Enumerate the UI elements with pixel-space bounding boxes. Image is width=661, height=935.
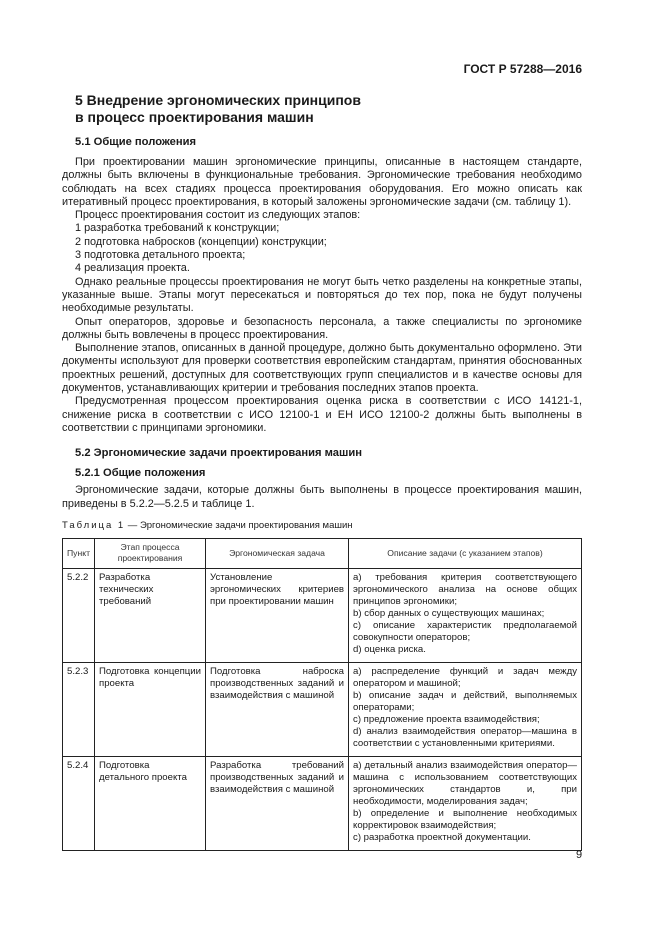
- desc-item: c) описание характеристик предполагаемой совокупности операторов;: [353, 620, 577, 644]
- paragraph: Процесс проектирования состоит из следующих этапов:: [75, 209, 361, 222]
- desc-item: a) требования критерия соответствующего эргономического анализа на основе общих принципов эргономики;: [353, 572, 577, 608]
- section-5-2-1-title: 5.2.1 Общие положения: [75, 467, 206, 480]
- header-stage: Этап процесса проектирования: [95, 539, 206, 569]
- page-number: 9: [576, 849, 583, 861]
- paragraph: Опыт операторов, здоровье и безопасность персонала, а также специалисты по эргономике должны быть вовлечены в процесс проектирования.: [62, 315, 582, 341]
- header-desc: Описание задачи (с указанием этапов): [349, 539, 582, 569]
- table-row: [63, 757, 582, 851]
- table-caption: [62, 519, 582, 532]
- caption-prefix: Таблица 1: [62, 519, 126, 531]
- desc-item: c) предложение проекта взаимодействия;: [353, 714, 540, 726]
- stage-cell: Подготовка детального проекта: [95, 757, 206, 851]
- list-item: 1 разработка требований к конструкции;: [75, 222, 280, 235]
- desc-item: d) анализ взаимодействия оператор—машина в соответствии с установленными критериями.: [353, 726, 577, 750]
- paragraph: Выполнение этапов, описанных в данной процедуре, должно быть документально оформлено. Эти документы используют для проверки соответствия европейским стандартам, принятия обоснованных проектных решений, доступных для соответствующих групп специалистов и в качестве основы для документов, устанавливающих критерии и требования последних этапов проекта.: [62, 342, 582, 395]
- desc-cell: [349, 663, 582, 757]
- desc-cell: [349, 757, 582, 851]
- item-cell: 5.2.4: [63, 757, 95, 851]
- desc-item: b) сбор данных о существующих машинах;: [353, 608, 545, 620]
- paragraph: Однако реальные процессы проектирования не могут быть четко разделены на конкретные этапы, указанные выше. Этапы могут пересекаться и повторяться до тех пор, пока не будут получены необходимые результаты.: [62, 275, 582, 315]
- title-line-2: в процесс проектирования машин: [75, 109, 314, 125]
- desc-item: d) оценка риска.: [353, 644, 426, 656]
- desc-item: b) определение и выполнение необходимых корректировок взаимодействия;: [353, 808, 577, 832]
- list-item: 2 подготовка набросков (концепции) конструкции;: [75, 235, 327, 248]
- desc-item: c) разработка проектной документации.: [353, 832, 531, 844]
- header-task: Эргономическая задача: [206, 539, 349, 569]
- task-cell: Подготовка наброска производственных заданий и взаимодействия с машиной: [206, 663, 349, 757]
- paragraph: При проектировании машин эргономические принципы, описанные в настоящем стандарте, должны быть включены в функциональные требования. Эргономические требования необходимо соблюдать на всех стадиях процесса проектирования оборудования. Его можно описать как итеративный процесс проектирования, в который заложены эргономические задачи (см. таблицу 1).: [62, 156, 582, 208]
- list-item: 4 реализация проекта.: [75, 262, 190, 275]
- desc-cell: [349, 569, 582, 663]
- paragraph: Эргономические задачи, которые должны быть выполнены в процессе проектирования машин, приведены в 5.2.2—5.2.5 и таблице 1.: [62, 484, 582, 510]
- stage-cell: Подготовка концепции проекта: [95, 663, 206, 757]
- paragraph: Предусмотренная процессом проектирования оценка риска в соответствии с ИСО 14121-1, снижение риска в соответствии с ИСО 12100-1 и ЕН ИСО 12100-2 должны быть выполнены в соответствии с принципами эргономики.: [62, 395, 582, 434]
- section-5-title: [75, 92, 582, 126]
- title-line-1: 5 Внедрение эргономических принципов: [75, 92, 361, 108]
- task-cell: Установление эргономических критериев при проектировании машин: [206, 569, 349, 663]
- desc-item: b) описание задач и действий, выполняемых операторами;: [353, 690, 577, 714]
- caption-text: — Эргономические задачи проектирования машин: [125, 519, 353, 531]
- desc-item: a) детальный анализ взаимодействия оператор—машина с использованием соответствующих эргономических стандартов и, при необходимости, моделирования задач;: [353, 760, 577, 808]
- table-header-row: [63, 539, 582, 569]
- task-cell: Разработка требований производственных заданий и взаимодействия с машиной: [206, 757, 349, 851]
- standard-number: ГОСТ Р 57288—2016: [463, 62, 582, 76]
- stage-cell: Разработка технических требований: [95, 569, 206, 663]
- header-item: Пункт: [63, 539, 95, 569]
- list-item: 3 подготовка детального проекта;: [75, 249, 246, 262]
- page-content: [62, 92, 582, 851]
- section-5-1-title: 5.1 Общие положения: [75, 136, 197, 148]
- item-cell: 5.2.3: [63, 663, 95, 757]
- ergonomic-tasks-table: [62, 538, 582, 851]
- desc-item: a) распределение функций и задач между оператором и машиной;: [353, 666, 577, 690]
- item-cell: 5.2.2: [63, 569, 95, 663]
- table-row: [63, 569, 582, 663]
- section-5-2-title: 5.2 Эргономические задачи проектирования машин: [75, 447, 362, 460]
- table-row: [63, 663, 582, 757]
